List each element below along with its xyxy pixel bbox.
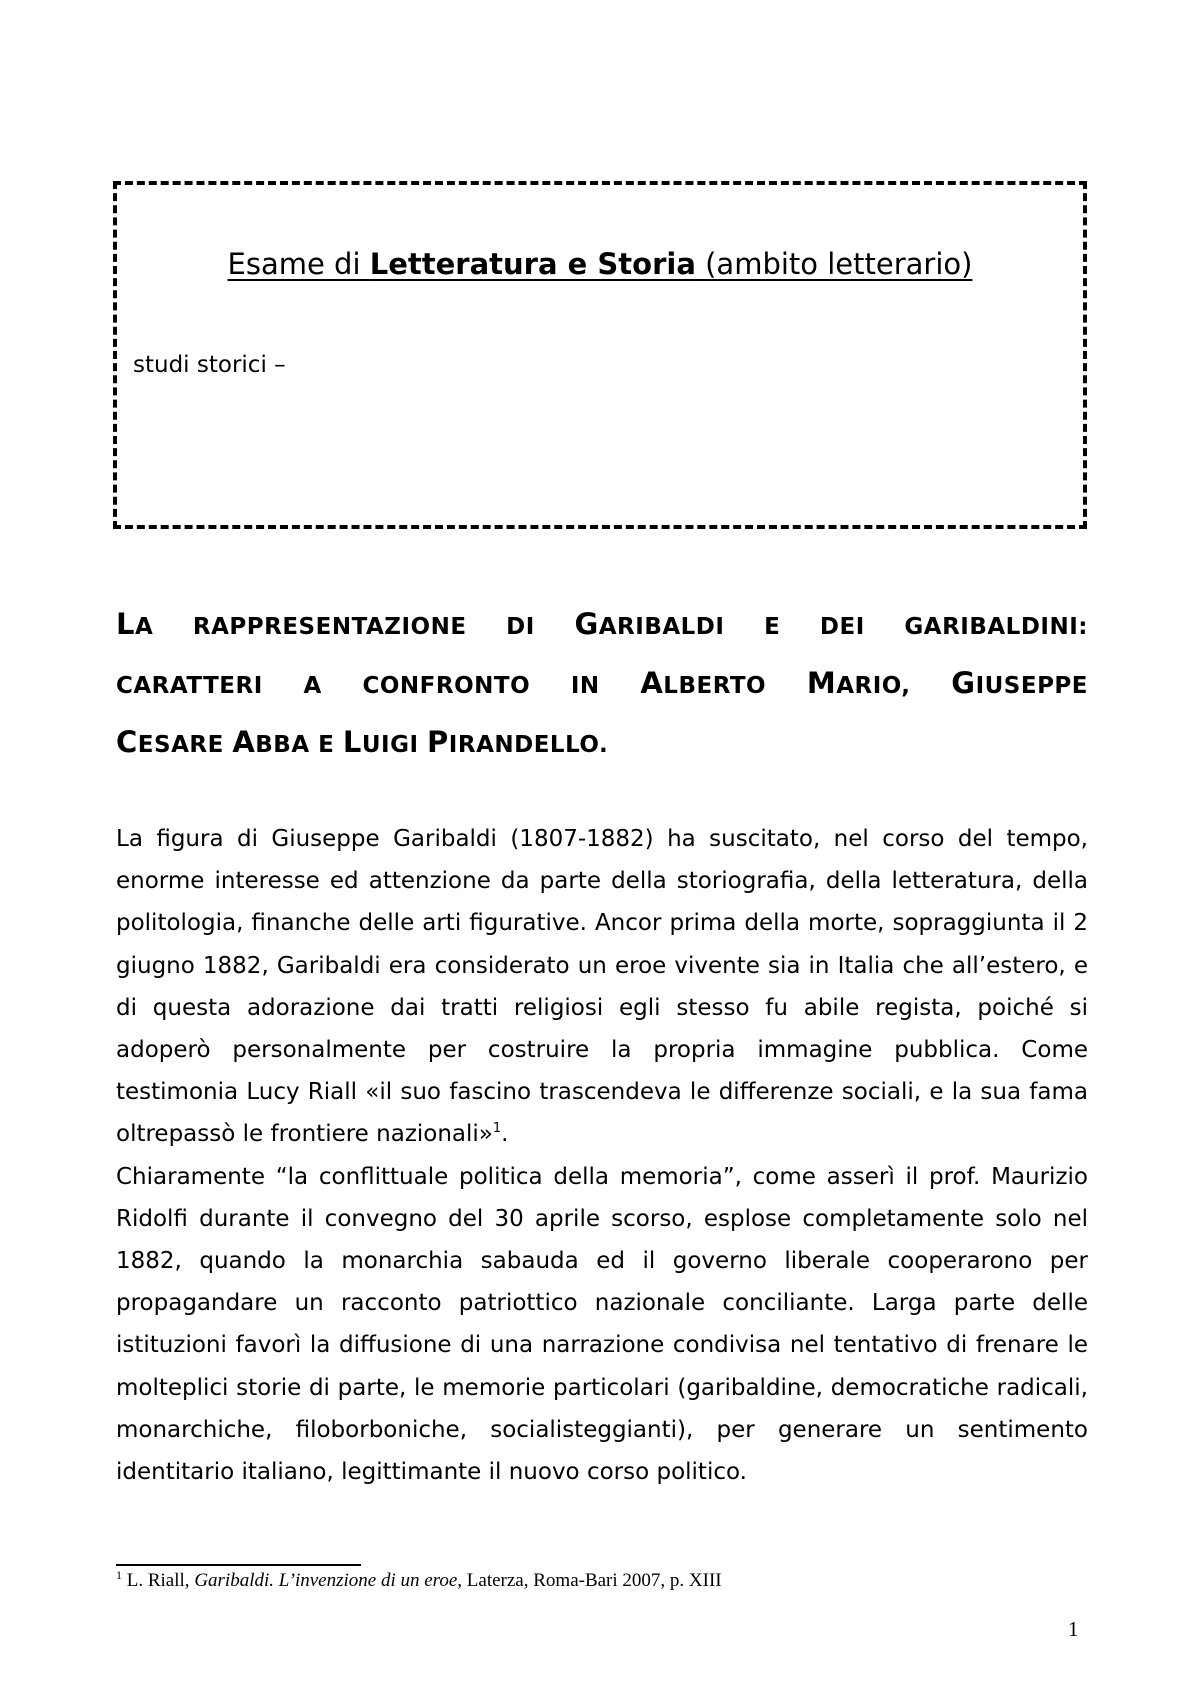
heading-line-3: CESARE ABBA E LUIGI PIRANDELLO.	[116, 725, 609, 759]
footnote-number: 1	[116, 1568, 122, 1582]
footnote	[116, 1570, 722, 1592]
exam-subtitle: studi storici –	[133, 352, 286, 378]
paragraph-1-text: La figura di Giuseppe Garibaldi (1807-1882) ha suscitato, nel corso del tempo, enorme interesse ed attenzione da parte della storiografia, della letteratura, della politologia, finanche delle arti figurative. Ancor prima della morte, sopraggiunta il 2 giugno 1882, Garibaldi era considerato un eroe vivente sia in Italia che all’estero, e di questa adorazione dai tratti religiosi egli stesso fu abile regista, poiché si adoperò personalmente per costruire la propria immagine pubblica. Come testimonia Lucy Riall «il suo fascino trascendeva le differenze sociali, e la sua fama oltrepassò le frontiere nazionali»	[116, 826, 1088, 1148]
footnote-author: L. Riall,	[122, 1570, 195, 1591]
title-box	[113, 181, 1087, 529]
footnote-reference[interactable]: 1	[492, 1121, 502, 1137]
main-heading	[116, 596, 1088, 773]
paragraph-1-end: .	[501, 1121, 509, 1148]
exam-title	[117, 247, 1083, 281]
heading-line-1: LA RAPPRESENTAZIONE DI GARIBALDI E DEI GARIBALDINI:	[116, 607, 1088, 641]
footnote-title: Garibaldi. L’invenzione di un eroe	[194, 1570, 458, 1591]
exam-title-bold: Letteratura e Storia	[369, 247, 696, 281]
footnote-details: , Laterza, Roma-Bari 2007, p. XIII	[457, 1570, 722, 1591]
footnote-separator	[116, 1564, 361, 1566]
heading-line-2: CARATTERI A CONFRONTO IN ALBERTO MARIO, GIUSEPPE	[116, 666, 1088, 700]
paragraph-1	[116, 818, 1088, 1156]
exam-title-prefix: Esame di	[227, 247, 370, 281]
page-number: 1	[1068, 1617, 1079, 1641]
body-text	[116, 818, 1088, 1493]
paragraph-2: Chiaramente “la conflittuale politica della memoria”, come asserì il prof. Maurizio Ridolfi durante il convegno del 30 aprile scorso, esplose completamente solo nel 1882, quando la monarchia sabauda ed il governo liberale cooperarono per propagandare un racconto patriottico nazionale conciliante. Larga parte delle istituzioni favorì la diffusione di una narrazione condivisa nel tentativo di frenare le molteplici storie di parte, le memorie particolari (garibaldine, democratiche radicali, monarchiche, filoborboniche, socialisteggianti), per generare un sentimento identitario italiano, legittimante il nuovo corso politico.	[116, 1163, 1088, 1486]
exam-title-suffix: (ambito letterario)	[695, 247, 973, 281]
